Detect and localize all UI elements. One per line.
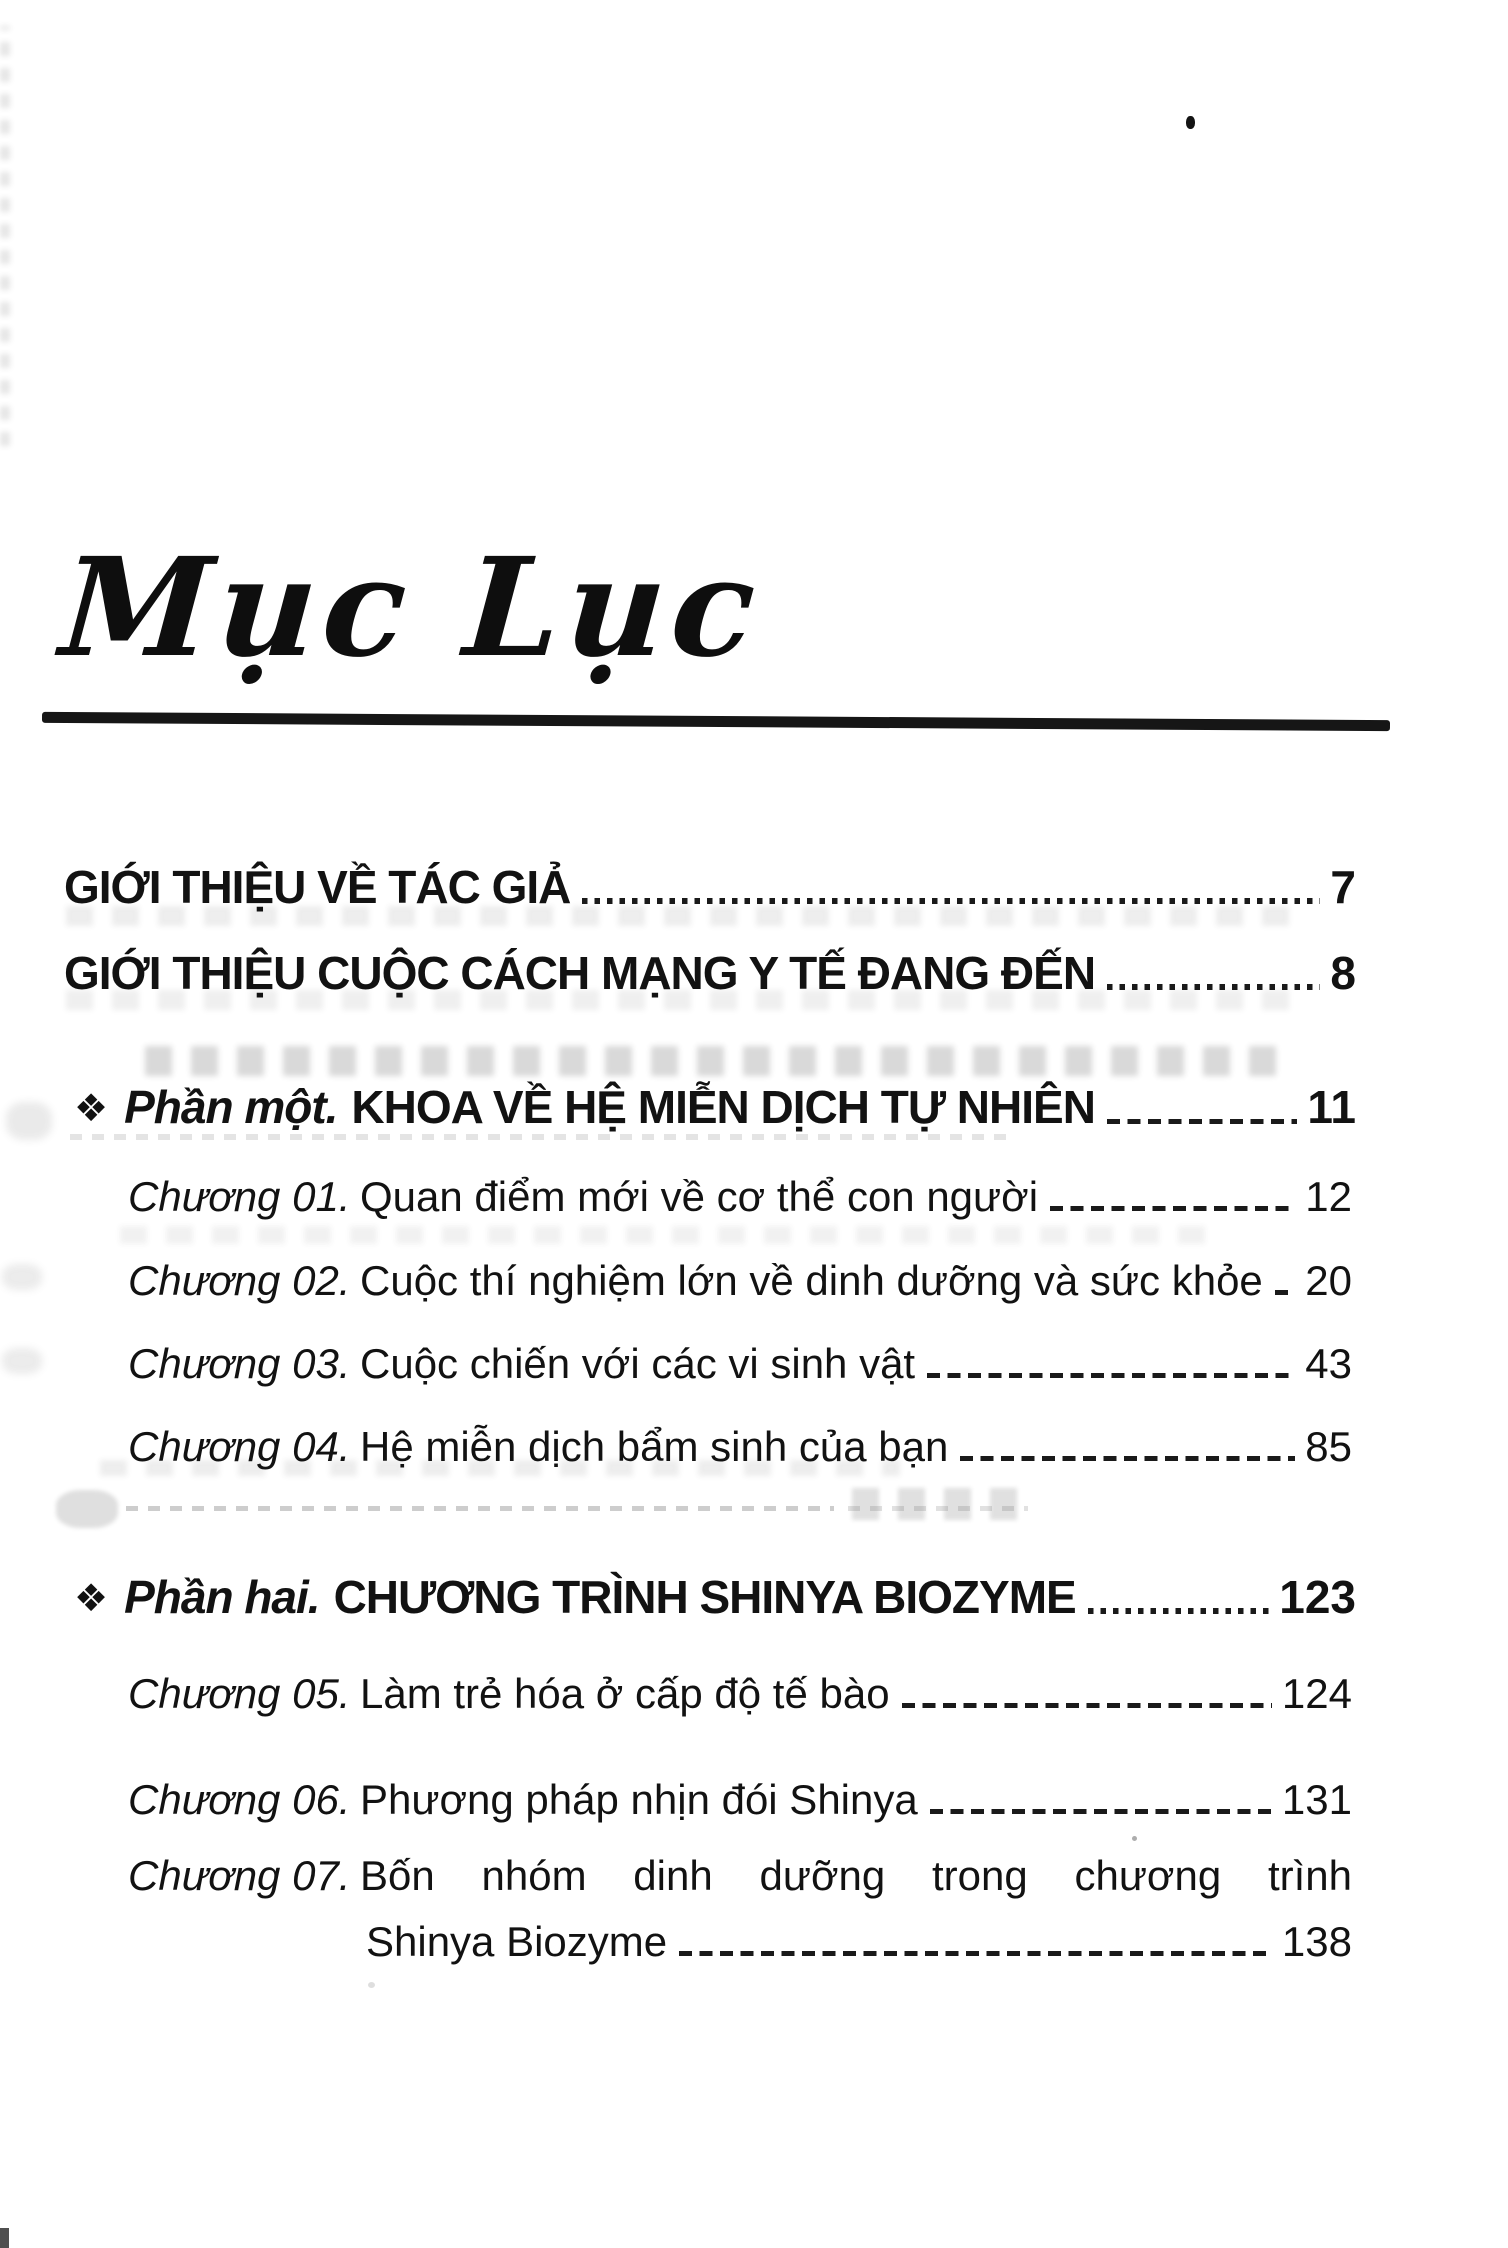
dashed-leader [930,1809,1272,1814]
chapter-number: Chương 06. [128,1776,351,1823]
page-number: 131 [1281,1776,1352,1823]
bleed-through-artifact [120,1226,1220,1244]
chapter-title-continued: Shinya Biozyme [366,1918,668,1965]
chapter-number: Chương 05. [128,1670,351,1717]
entry-label: GIỚI THIỆU CUỘC CÁCH MẠNG Y TẾ ĐANG ĐẾN [64,947,1096,999]
bleed-through-artifact [2,1264,42,1290]
toc-chapter-05 [128,1660,1352,1718]
toc-chapter-02 [128,1247,1352,1305]
page-number: 124 [1281,1670,1352,1717]
chapter-07-line-1 [128,1852,1352,1900]
toc-part-two [74,1566,1356,1624]
chapter-number: Chương 02. [128,1257,351,1304]
page-number: 20 [1305,1257,1352,1304]
dotted-leader [582,898,1320,904]
toc-chapter-03 [128,1330,1352,1388]
chapter-number: Chương 04. [128,1423,351,1470]
ink-speck [368,1982,375,1988]
dotted-leader [1088,1608,1270,1614]
chapter-title: Bốn nhóm dinh dưỡng trong chương trình [360,1852,1352,1899]
bleed-through-artifact [126,1506,834,1511]
dashed-leader [1107,1119,1297,1124]
chapter-title: Phương pháp nhịn đói Shinya [360,1776,918,1823]
title-rule [42,712,1390,731]
entry-label: GIỚI THIỆU VỀ TÁC GIẢ [64,861,571,913]
diamond-ornament-icon: ❖ [74,1576,109,1620]
bleed-through-artifact [56,1490,118,1528]
part-title: KHOA VỀ HỆ MIỄN DỊCH TỰ NHIÊN [351,1081,1095,1133]
diamond-ornament-icon: ❖ [74,1086,109,1130]
page-number: 8 [1330,947,1356,999]
dashed-leader [902,1703,1272,1708]
bleed-through-artifact [852,1488,1022,1520]
dashed-leader [960,1456,1295,1461]
toc-chapter-04 [128,1413,1352,1471]
part-name: Phần một. [124,1081,338,1133]
toc-chapter-07 [128,1852,1352,1966]
toc-chapter-01 [128,1163,1352,1221]
page-number: 85 [1305,1423,1352,1470]
chapter-number: Chương 03. [128,1340,351,1387]
part-title: CHƯƠNG TRÌNH SHINYA BIOZYME [333,1571,1076,1623]
part-name: Phần hai. [124,1571,320,1623]
script-title: Mục Lục [56,528,767,688]
dashed-leader [1050,1206,1295,1211]
chapter-number: Chương 01. [128,1173,351,1220]
dashed-leader [679,1951,1272,1956]
toc-entry-intro-author [64,856,1356,914]
ink-speck [0,2228,9,2248]
bleed-through-artifact [145,1046,1285,1076]
chapter-title: Hệ miễn dịch bẩm sinh của bạn [360,1423,949,1470]
page-number: 7 [1330,861,1356,913]
ink-speck [1186,116,1195,129]
page-number: 123 [1279,1571,1356,1623]
page-number: 138 [1281,1918,1352,1965]
chapter-07-line-2 [366,1918,1352,1966]
toc-part-one [74,1076,1356,1134]
chapter-title: Quan điểm mới về cơ thể con người [360,1173,1039,1220]
ink-speck [1132,1836,1137,1841]
chapter-title: Cuộc chiến với các vi sinh vật [360,1340,916,1387]
page-number: 12 [1305,1173,1352,1220]
dotted-leader [1107,984,1320,990]
chapter-number: Chương 07. [128,1852,351,1899]
chapter-title: Làm trẻ hóa ở cấp độ tế bào [360,1670,890,1717]
toc-entry-intro-revolution [64,942,1356,1000]
bleed-through-artifact [848,1506,1028,1511]
bleed-through-artifact [2,1348,42,1374]
chapter-title: Cuộc thí nghiệm lớn về dinh dưỡng và sức khỏe [360,1257,1263,1304]
bleed-through-artifact [70,1134,1010,1140]
dashed-leader [927,1373,1295,1378]
toc-chapter-06 [128,1766,1352,1824]
dashed-leader [1275,1290,1295,1295]
bleed-through-artifact [6,1102,52,1140]
bleed-through-artifact [0,26,10,446]
page-number: 43 [1305,1340,1352,1387]
page-number: 11 [1307,1081,1356,1133]
